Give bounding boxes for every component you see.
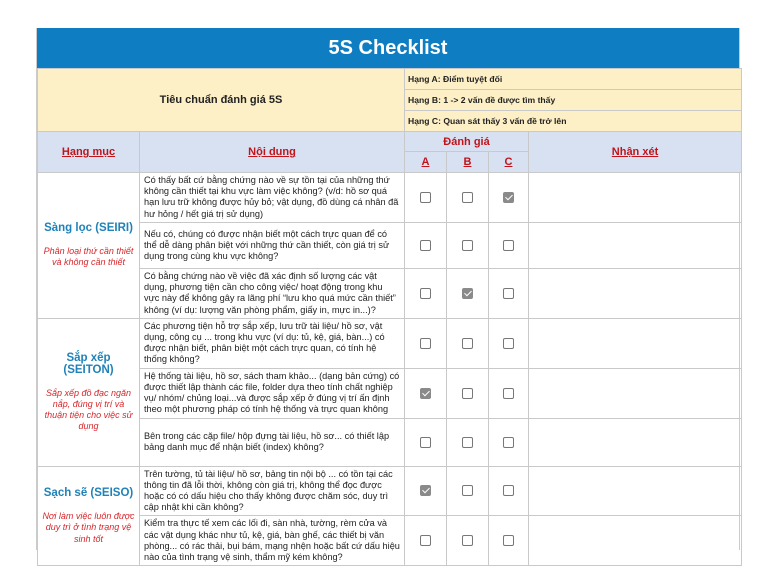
- checkbox-a[interactable]: [420, 535, 431, 546]
- criteria-label: Tiêu chuẩn đánh giá 5S: [38, 69, 405, 132]
- level-c: Hạng C: Quan sát thấy 3 vấn đề trở lên: [405, 111, 742, 132]
- comment-cell[interactable]: [529, 466, 742, 516]
- checkbox-a[interactable]: [420, 437, 431, 448]
- comment-cell[interactable]: [529, 516, 742, 566]
- header-rating: Đánh giá: [405, 132, 529, 152]
- table-row: [38, 268, 742, 318]
- item-content: Nếu có, chúng có được nhận biết một cách trực quan để có thể dễ dàng phân biệt với những thứ cần thiết, còn giá trị sử dụng trong cùng khu vực không?: [140, 222, 405, 268]
- rating-b-cell: [447, 418, 489, 466]
- rating-a-cell: [405, 318, 447, 368]
- header-comment: Nhận xét: [529, 132, 742, 173]
- checkbox-c[interactable]: [503, 338, 514, 349]
- checkbox-b[interactable]: [462, 240, 473, 251]
- rating-c-cell: [489, 516, 529, 566]
- item-content: Có thấy bất cứ bằng chứng nào về sự tồn tại của những thứ không cần thiết tại khu vực làm việc không? (v/d: hồ sơ quá hạn lưu trữ không được hủy bỏ; vật dụng, đồ dùng cá nhân đã hư hỏng / hết giá trị sử dụng): [140, 173, 405, 223]
- checkbox-b[interactable]: [462, 485, 473, 496]
- category-cell: [38, 173, 140, 319]
- rating-a-cell: [405, 466, 447, 516]
- item-content: Hệ thống tài liệu, hồ sơ, sách tham khảo... (dạng bản cứng) có được thiết lập thành các file, folder dựa theo tính chất nghiệp vụ/ nhóm/ chủng loại...và được sắp xếp ở đúng vị trí ấn định theo một phương pháp có tính hệ thống và trực quan không: [140, 368, 405, 418]
- rating-b-cell: [447, 318, 489, 368]
- checkbox-a[interactable]: [420, 388, 431, 399]
- checkbox-b[interactable]: [462, 437, 473, 448]
- header-c: C: [489, 152, 529, 173]
- sheet-title: 5S Checklist: [37, 28, 739, 68]
- checkbox-b[interactable]: [462, 535, 473, 546]
- level-a: Hạng A: Điểm tuyệt đối: [405, 69, 742, 90]
- rating-a-cell: [405, 222, 447, 268]
- category-name: Sạch sẽ (SEISO): [43, 487, 134, 499]
- rating-c-cell: [489, 222, 529, 268]
- checkbox-b[interactable]: [462, 338, 473, 349]
- checkbox-c[interactable]: [503, 437, 514, 448]
- rating-c-cell: [489, 318, 529, 368]
- rating-c-cell: [489, 466, 529, 516]
- checkbox-c[interactable]: [503, 192, 514, 203]
- rating-b-cell: [447, 173, 489, 223]
- checkbox-a[interactable]: [420, 192, 431, 203]
- checkbox-a[interactable]: [420, 288, 431, 299]
- rating-b-cell: [447, 268, 489, 318]
- checkbox-a[interactable]: [420, 240, 431, 251]
- item-content: Các phương tiện hỗ trợ sắp xếp, lưu trữ tài liệu/ hồ sơ, vật dụng, công cụ ... trong khu vực (ví dụ: tủ, kệ, giá, bàn...) có được nhận biết, phân biệt một cách trực quan, có tính hệ thống không?: [140, 318, 405, 368]
- rating-c-cell: [489, 368, 529, 418]
- item-content: Kiểm tra thực tế xem các lối đi, sàn nhà, tường, rèm cửa và các vật dụng khác như tủ, kệ, giá, bàn ghế, các thiết bị văn phòng... có rác thải, bụi bám, mạng nhện hoặc bất cứ dấu hiệu nào của tình trạng vệ sinh, thẩm mỹ kém không?: [140, 516, 405, 566]
- rating-c-cell: [489, 268, 529, 318]
- category-description: Nơi làm việc luôn được duy trì ở tình trạng vệ sinh tốt: [42, 511, 135, 544]
- rating-a-cell: [405, 368, 447, 418]
- rating-a-cell: [405, 418, 447, 466]
- checkbox-b[interactable]: [462, 388, 473, 399]
- table-row: [38, 318, 742, 368]
- checkbox-c[interactable]: [503, 240, 514, 251]
- rating-c-cell: [489, 418, 529, 466]
- level-b: Hạng B: 1 -> 2 vấn đề được tìm thấy: [405, 90, 742, 111]
- category-cell: [38, 318, 140, 466]
- checklist-sheet: [36, 28, 740, 563]
- checkbox-c[interactable]: [503, 388, 514, 399]
- item-content: Có bằng chứng nào về việc đã xác định số lượng các vật dụng, phương tiện cần cho công việc/ hoạt động trong khu vực này để không gây ra lãng phí “lưu kho quá mức cần thiết” không (ví dụ: lượng văn phòng phẩm, giấy in, mực in...)?: [140, 268, 405, 318]
- item-content: Bên trong các cặp file/ hộp đựng tài liệu, hồ sơ... có thiết lập bảng danh mục để nhận biết (index) không?: [140, 418, 405, 466]
- category-description: Phân loại thứ cần thiết và không cần thiết: [43, 246, 134, 268]
- category-cell: [38, 466, 140, 566]
- header-content: Nội dung: [140, 132, 405, 173]
- rating-c-cell: [489, 173, 529, 223]
- table-row: [38, 516, 742, 566]
- rating-b-cell: [447, 222, 489, 268]
- comment-cell[interactable]: [529, 173, 742, 223]
- rating-b-cell: [447, 368, 489, 418]
- header-a: A: [405, 152, 447, 173]
- checkbox-c[interactable]: [503, 535, 514, 546]
- table-row: [38, 368, 742, 418]
- rating-b-cell: [447, 516, 489, 566]
- comment-cell[interactable]: [529, 318, 742, 368]
- checkbox-c[interactable]: [503, 288, 514, 299]
- rating-b-cell: [447, 466, 489, 516]
- checkbox-a[interactable]: [420, 485, 431, 496]
- table-row: [38, 173, 742, 223]
- table-row: [38, 466, 742, 516]
- comment-cell[interactable]: [529, 418, 742, 466]
- category-name: Sắp xếp (SEITON): [63, 351, 114, 376]
- rating-a-cell: [405, 516, 447, 566]
- checklist-table: [37, 68, 742, 566]
- comment-cell[interactable]: [529, 222, 742, 268]
- checkbox-a[interactable]: [420, 338, 431, 349]
- checkbox-c[interactable]: [503, 485, 514, 496]
- comment-cell[interactable]: [529, 268, 742, 318]
- table-row: [38, 418, 742, 466]
- rating-a-cell: [405, 268, 447, 318]
- header-category: Hạng mục: [38, 132, 140, 173]
- category-description: Sắp xếp đồ đạc ngăn nắp, đúng vị trí và thuận tiện cho việc sử dụng: [44, 387, 133, 432]
- rating-a-cell: [405, 173, 447, 223]
- category-name: Sàng lọc (SEIRI): [44, 222, 133, 235]
- header-b: B: [447, 152, 489, 173]
- comment-cell[interactable]: [529, 368, 742, 418]
- item-content: Trên tường, tủ tài liệu/ hồ sơ, bảng tin nội bộ ... có tồn tại các thông tin đã lỗi thời, không còn giá trị, không thể đọc được hoặc có có dấu hiệu cho thấy không được chăm sóc, duy trì cập nhật khi cần không?: [140, 466, 405, 516]
- table-row: [38, 222, 742, 268]
- checkbox-b[interactable]: [462, 288, 473, 299]
- checkbox-b[interactable]: [462, 192, 473, 203]
